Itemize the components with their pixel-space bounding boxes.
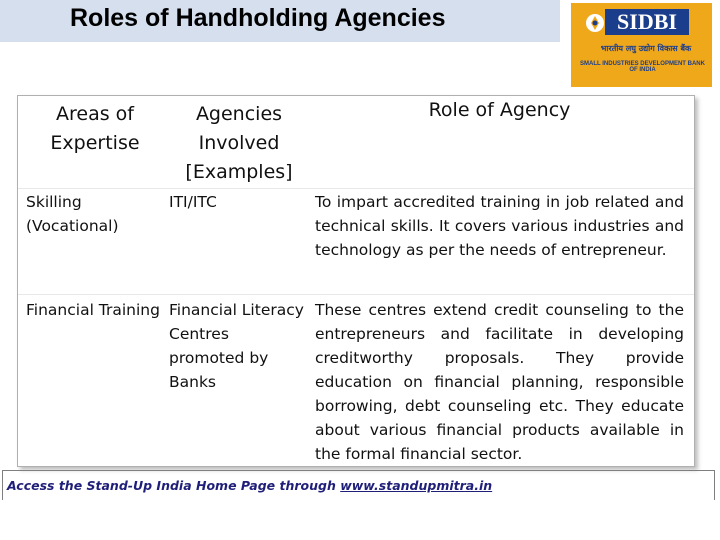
sidbi-emblem-icon (585, 13, 605, 33)
cell-area: Skilling (Vocational) (26, 192, 119, 235)
cell-role: To impart accredited training in job related and technical skills. It covers various industries and technology as per the needs of entrepreneur. (315, 192, 684, 259)
header-agencies-involved: Agencies Involved [Examples] (185, 103, 293, 183)
footer-bar (2, 470, 715, 500)
table-header-row (18, 96, 694, 188)
cell-role: These centres extend credit counseling to the entrepreneurs and facilitate in developing creditworthy proposals. They provide education on financial planning, responsible borrowing, debt counseling etc. They educate about various financial products available in the formal financial sector. (315, 300, 684, 463)
page-title: Roles of Handholding Agencies (70, 4, 446, 32)
header-role-of-agency: Role of Agency (428, 99, 571, 121)
logo-hindi-text: भारतीय लघु उद्योग विकास बैंक (600, 44, 692, 53)
logo-subtitle: SMALL INDUSTRIES DEVELOPMENT BANK OF INDIA (580, 61, 705, 73)
cell-agency: ITI/ITC (169, 192, 217, 211)
footer-link[interactable]: www.standupmitra.in (340, 478, 493, 493)
header-areas-of-expertise: Areas of Expertise (50, 103, 140, 154)
cell-area: Financial Training (26, 300, 160, 319)
table-row (18, 188, 694, 294)
table-row (18, 294, 694, 466)
logo-wordmark: SIDBI (605, 9, 689, 35)
cell-agency: Financial Literacy Centres promoted by Banks (169, 300, 304, 391)
footer-text: Access the Stand-Up India Home Page through (7, 478, 341, 493)
sidbi-logo (571, 3, 712, 87)
agencies-table (17, 95, 695, 467)
